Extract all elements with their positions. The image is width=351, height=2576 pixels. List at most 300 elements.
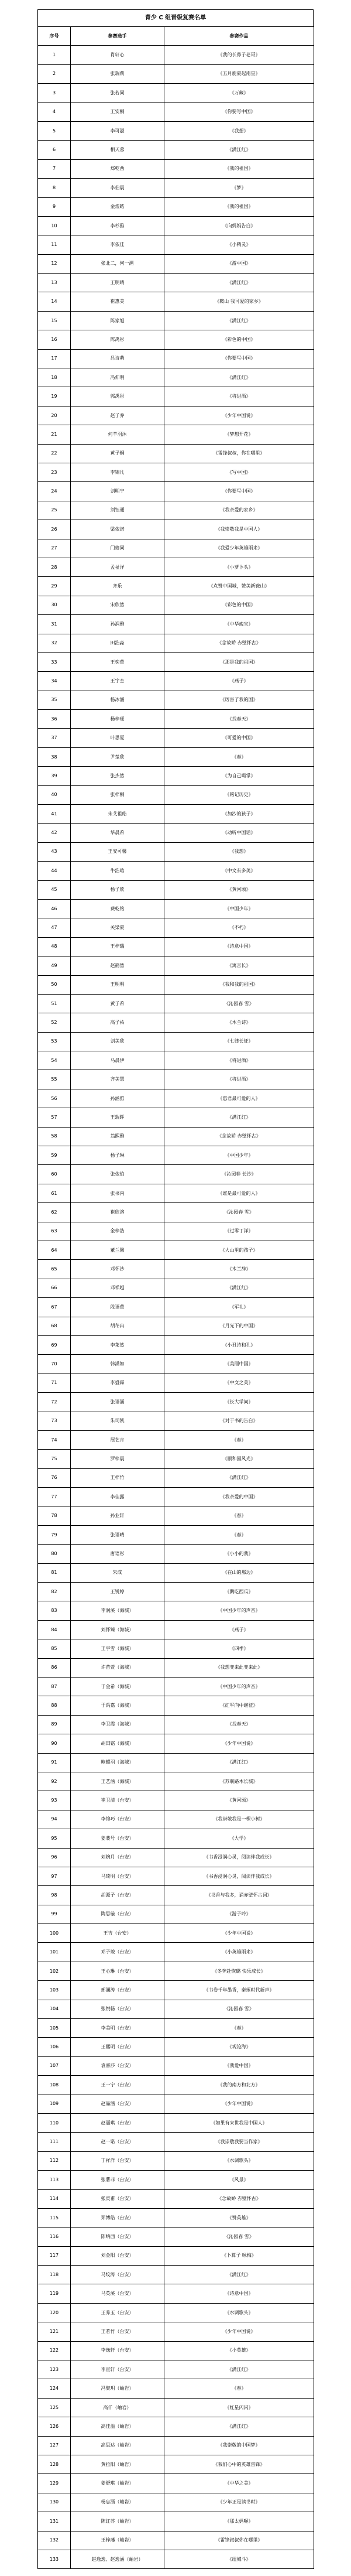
contestant-name: 王瑞晖: [71, 1108, 164, 1127]
table-row: [38, 1886, 314, 1905]
table-row: [38, 729, 314, 747]
contestant-name: 李润溪（海城）: [71, 1601, 164, 1620]
table-row: [38, 141, 314, 159]
contestant-name: 尹楚欣: [71, 747, 164, 766]
work-title: 《满江红》: [164, 1108, 314, 1127]
contestant-name: 鲍耀羽（海城）: [71, 1753, 164, 1772]
table-row: [38, 785, 314, 804]
table-row: [38, 539, 314, 558]
row-index: 66: [38, 1279, 71, 1297]
contestant-name: 姜舒琪（岫岩）: [71, 2474, 164, 2493]
contestant-name: 黄拉阳（岫岩）: [71, 2455, 164, 2474]
row-index: 43: [38, 842, 71, 861]
contestant-name: 崔欣溶: [71, 1203, 164, 1222]
row-index: 97: [38, 1867, 71, 1885]
row-index: 85: [38, 1639, 71, 1658]
row-index: 8: [38, 179, 71, 197]
row-index: 47: [38, 918, 71, 937]
work-title: 《满江红》: [164, 2417, 314, 2436]
table-row: [38, 2360, 314, 2379]
contestant-name: 刘婉月（台安）: [71, 1848, 164, 1867]
contestant-name: 孙润雅: [71, 615, 164, 634]
table-row: [38, 2151, 314, 2170]
table-row: [38, 1374, 314, 1392]
row-index: 125: [38, 2398, 71, 2417]
contestant-name: 刘明宁: [71, 482, 164, 501]
work-title: 《赞英雄》: [164, 2208, 314, 2227]
work-title: 《万藏》: [164, 84, 314, 103]
table-row: [38, 2266, 314, 2284]
table-row: [38, 842, 314, 861]
row-index: 127: [38, 2436, 71, 2455]
work-title: 《满江红》: [164, 2266, 314, 2284]
table-row: [38, 1981, 314, 2000]
row-index: 25: [38, 501, 71, 520]
work-title: 《那太妈喔》: [164, 2512, 314, 2531]
contestant-name: 孟祉洋: [71, 558, 164, 576]
table-row: [38, 64, 314, 83]
row-index: 83: [38, 1601, 71, 1620]
contestant-name: 李杉雅: [71, 216, 164, 235]
work-title: 《大学》: [164, 1829, 314, 1848]
work-title: 《春》: [164, 2379, 314, 2398]
work-title: 《木兰诗》: [164, 1013, 314, 1032]
row-index: 77: [38, 1488, 71, 1506]
header-work: 参赛作品: [164, 27, 314, 46]
row-index: 50: [38, 975, 71, 994]
table-row: [38, 899, 314, 918]
contestant-name: 唐语彤: [71, 1545, 164, 1563]
work-title: 《月光下的中国》: [164, 1317, 314, 1335]
table-row: [38, 84, 314, 103]
row-index: 124: [38, 2379, 71, 2398]
row-index: 87: [38, 1677, 71, 1696]
row-index: 78: [38, 1506, 71, 1525]
contestant-name: 宋欣然: [71, 596, 164, 614]
contestant-name: 门珈同: [71, 539, 164, 558]
work-title: 《水调歌头》: [164, 2151, 314, 2170]
contestant-name: 王宇杰: [71, 672, 164, 691]
work-title: 《木兰辞》: [164, 1260, 314, 1279]
row-index: 23: [38, 463, 71, 481]
contestant-name: 刘金阳（台安）: [71, 2246, 164, 2265]
work-title: 《找春天》: [164, 710, 314, 729]
table-row: [38, 2171, 314, 2189]
table-row: [38, 254, 314, 273]
table-row: [38, 2189, 314, 2208]
contestant-name: 李莱然: [71, 1335, 164, 1354]
row-index: 111: [38, 2133, 71, 2151]
work-title: 《过零丁洋》: [164, 1222, 314, 1241]
row-index: 94: [38, 1810, 71, 1829]
work-title: 《找春天》: [164, 1715, 314, 1734]
contestant-name: 刘怀臻（海城）: [71, 1620, 164, 1639]
contestant-name: 黄子桐: [71, 444, 164, 463]
work-title: 《书香浸润心灵，阅读伴我成长》: [164, 1848, 314, 1867]
work-title: 《我爱少年英雄雨来》: [164, 539, 314, 558]
table-row: [38, 1298, 314, 1317]
row-index: 63: [38, 1222, 71, 1241]
contestant-name: 杨子欣: [71, 880, 164, 899]
table-row: [38, 1260, 314, 1279]
contestant-name: 邓祥越: [71, 1279, 164, 1297]
row-index: 21: [38, 425, 71, 444]
row-index: 53: [38, 1032, 71, 1051]
work-title: 《小萝卜头》: [164, 558, 314, 576]
work-title: 《雷锋叔叔，你在哪里》: [164, 444, 314, 463]
contestant-name: 齐乐: [71, 577, 164, 596]
contestant-name: 于禹嘉（海城）: [71, 1696, 164, 1715]
work-title: 《铭记历史》: [164, 785, 314, 804]
table-row: [38, 1563, 314, 1582]
table-row: [38, 311, 314, 330]
work-title: 《中国少年》: [164, 1146, 314, 1165]
contestant-name: 齐美慧: [71, 1070, 164, 1089]
work-title: 《中国少年》: [164, 899, 314, 918]
work-title: 《加沙的孩子》: [164, 805, 314, 824]
work-title: 《军礼》: [164, 1298, 314, 1317]
row-index: 67: [38, 1298, 71, 1317]
contestant-name: 梁依诺: [71, 520, 164, 539]
row-index: 90: [38, 1734, 71, 1753]
contestant-name: 王熙明（台安）: [71, 2038, 164, 2056]
contestant-name: 王宇雪（海城）: [71, 1639, 164, 1658]
row-index: 56: [38, 1089, 71, 1108]
work-title: 《沁园春 雪》: [164, 1203, 314, 1222]
work-title: 《中华魂宝》: [164, 615, 314, 634]
row-index: 39: [38, 767, 71, 785]
header-row: [38, 27, 314, 46]
row-index: 74: [38, 1430, 71, 1449]
table-row: [38, 235, 314, 254]
row-index: 130: [38, 2493, 71, 2512]
contestant-name: 相天蓉: [71, 141, 164, 159]
row-index: 102: [38, 1962, 71, 1980]
table-row: [38, 2436, 314, 2455]
row-index: 126: [38, 2417, 71, 2436]
work-title: 《长大学问》: [164, 1393, 314, 1412]
contestant-name: 吕诗萌: [71, 349, 164, 368]
row-index: 68: [38, 1317, 71, 1335]
contestant-name: 张语晴: [71, 1525, 164, 1544]
table-row: [38, 1715, 314, 1734]
table-row: [38, 710, 314, 729]
contestant-name: 刘钰通: [71, 501, 164, 520]
row-index: 106: [38, 2038, 71, 2056]
row-index: 58: [38, 1127, 71, 1146]
table-row: [38, 652, 314, 671]
contestant-name: 冯仰明: [71, 368, 164, 387]
row-index: 109: [38, 2095, 71, 2113]
row-index: 71: [38, 1374, 71, 1392]
row-index: 57: [38, 1108, 71, 1127]
header-index: 序号: [38, 27, 71, 46]
work-title: 《小丑诗和孔》: [164, 1335, 314, 1354]
table-row: [38, 1279, 314, 1297]
work-title: 《鞍山 我可爱的家乡》: [164, 292, 314, 311]
work-title: 《小英雄》: [164, 2341, 314, 2360]
contestant-name: 肖轩心: [71, 46, 164, 64]
contestant-name: 高子祐: [71, 1013, 164, 1032]
work-title: 《可爱的中国》: [164, 729, 314, 747]
table-row: [38, 1753, 314, 1772]
work-title: 《少年中国说》: [164, 1734, 314, 1753]
table-row: [38, 1127, 314, 1146]
table-row: [38, 1639, 314, 1658]
contestant-name: 姜裴号（台安）: [71, 1829, 164, 1848]
table-row: [38, 1108, 314, 1127]
table-row: [38, 1089, 314, 1108]
row-index: 6: [38, 141, 71, 159]
contestant-name: 杨子琳: [71, 1146, 164, 1165]
row-index: 120: [38, 2303, 71, 2322]
roster-body: [38, 46, 314, 2569]
work-title: 《大山里的孩子》: [164, 1241, 314, 1260]
work-title: 《纽城斗》: [164, 2550, 314, 2568]
row-index: 101: [38, 1943, 71, 1962]
work-title: 《春》: [164, 2019, 314, 2038]
contestant-name: 朱成: [71, 1563, 164, 1582]
work-title: 《小精灵》: [164, 235, 314, 254]
row-index: 113: [38, 2171, 71, 2189]
contestant-name: 田浩淼: [71, 634, 164, 652]
row-index: 49: [38, 956, 71, 975]
contestant-name: 赵丽琪（台安）: [71, 2113, 164, 2132]
row-index: 16: [38, 330, 71, 349]
contestant-name: 杨梓瑶: [71, 710, 164, 729]
contestant-name: 王艺涵（海城）: [71, 1772, 164, 1791]
contestant-name: 李宣轩（台安）: [71, 2360, 164, 2379]
work-title: 《苏联路木长城》: [164, 1772, 314, 1791]
row-index: 24: [38, 482, 71, 501]
table-row: [38, 1962, 314, 1980]
contestant-name: 王梓竹: [71, 1468, 164, 1487]
table-row: [38, 520, 314, 539]
work-title: 《向妈妈告白》: [164, 216, 314, 235]
contestant-name: 赵一诺（台安）: [71, 2133, 164, 2151]
work-title: 《谁是最可爱的人》: [164, 1184, 314, 1202]
work-title: 《鹅吃西瓜》: [164, 1583, 314, 1601]
row-index: 131: [38, 2512, 71, 2531]
table-row: [38, 197, 314, 216]
row-index: 48: [38, 937, 71, 956]
work-title: 《满江红》: [164, 2360, 314, 2379]
table-row: [38, 691, 314, 709]
table-row: [38, 994, 314, 1013]
table-row: [38, 2019, 314, 2038]
contestant-name: 许苗萱（海城）: [71, 1658, 164, 1677]
work-title: 《中文有多美》: [164, 862, 314, 880]
contestant-name: 韩潇如: [71, 1355, 164, 1374]
work-title: 《中华之美》: [164, 2474, 314, 2493]
contestant-name: 黄子希: [71, 994, 164, 1013]
sheet-title: 青少 C 组晋级复赛名单: [37, 9, 314, 26]
table-row: [38, 880, 314, 899]
contestant-name: 高仟（岫岩）: [71, 2398, 164, 2417]
row-index: 29: [38, 577, 71, 596]
contestant-name: 马晨伊: [71, 1051, 164, 1070]
row-index: 123: [38, 2360, 71, 2379]
table-row: [38, 1545, 314, 1563]
row-index: 95: [38, 1829, 71, 1848]
work-title: 《美丽中国》: [164, 1355, 314, 1374]
row-index: 80: [38, 1545, 71, 1563]
row-index: 12: [38, 254, 71, 273]
table-row: [38, 1620, 314, 1639]
contestant-name: 张瑞莉: [71, 64, 164, 83]
contestant-name: 张薯菲（台安）: [71, 2171, 164, 2189]
contestant-name: 郑博皓（台安）: [71, 2208, 164, 2227]
table-row: [38, 2379, 314, 2398]
work-title: 《诗意中国》: [164, 937, 314, 956]
contestant-name: 王奕萱: [71, 652, 164, 671]
table-row: [38, 2227, 314, 2246]
work-title: 《惠君最可爱的人》: [164, 1089, 314, 1108]
table-row: [38, 2512, 314, 2531]
row-index: 3: [38, 84, 71, 103]
contestant-name: 朱艾祖皓: [71, 805, 164, 824]
work-title: 《小英雄雨来》: [164, 1943, 314, 1962]
table-row: [38, 975, 314, 994]
contestant-name: 孙涵雅: [71, 1089, 164, 1108]
table-row: [38, 501, 314, 520]
work-title: 《将进酒》: [164, 1070, 314, 1089]
contestant-name: 关梁豪: [71, 918, 164, 937]
contestant-name: 胡田铭（海城）: [71, 1734, 164, 1753]
table-row: [38, 387, 314, 406]
table-row: [38, 2322, 314, 2341]
contestant-name: 孙业轩: [71, 1506, 164, 1525]
table-row: [38, 1450, 314, 1468]
row-index: 133: [38, 2550, 71, 2568]
contestant-name: 冯聚玥（岫岩）: [71, 2379, 164, 2398]
table-row: [38, 349, 314, 368]
work-title: 《彩色的中国》: [164, 596, 314, 614]
work-title: 《满江红》: [164, 1279, 314, 1297]
row-index: 99: [38, 1905, 71, 1924]
row-index: 93: [38, 1791, 71, 1810]
work-title: 《春》: [164, 1525, 314, 1544]
contestant-name: 胡源子（台安）: [71, 1886, 164, 1905]
row-index: 72: [38, 1393, 71, 1412]
contestant-name: 王心琳（台安）: [71, 1962, 164, 1980]
work-title: 《少年正是读书时》: [164, 2493, 314, 2512]
contestant-name: 杨冰涵: [71, 691, 164, 709]
table-row: [38, 2455, 314, 2474]
contestant-name: 邓怀沙: [71, 1260, 164, 1279]
contestant-name: 李美明（台安）: [71, 2019, 164, 2038]
table-row: [38, 615, 314, 634]
work-title: 《游子吟》: [164, 1905, 314, 1924]
work-title: 《我的祖国》: [164, 159, 314, 178]
table-row: [38, 368, 314, 387]
row-index: 122: [38, 2341, 71, 2360]
contestant-name: 何羊羽沐: [71, 425, 164, 444]
table-row: [38, 956, 314, 975]
work-title: 《在山的那边》: [164, 1563, 314, 1582]
table-row: [38, 2113, 314, 2132]
table-row: [38, 862, 314, 880]
work-title: 《中文之美》: [164, 1374, 314, 1392]
table-row: [38, 1013, 314, 1032]
row-index: 55: [38, 1070, 71, 1089]
row-index: 115: [38, 2208, 71, 2227]
table-row: [38, 1583, 314, 1601]
work-title: 《沁园春 雪》: [164, 994, 314, 1013]
table-row: [38, 1734, 314, 1753]
row-index: 54: [38, 1051, 71, 1070]
contestant-name: 王一宁（台安）: [71, 2076, 164, 2095]
work-title: 《我想》: [164, 842, 314, 861]
table-row: [38, 2076, 314, 2095]
work-title: 《雷锋叔叔你在哪里》: [164, 2531, 314, 2550]
contestant-name: 陈纳西（台安）: [71, 2227, 164, 2246]
work-title: 《梦》: [164, 179, 314, 197]
table-row: [38, 1525, 314, 1544]
contestant-name: 赵逸逸、赵逸涵（岫岩）: [71, 2550, 164, 2568]
contestant-name: 王吉（台安）: [71, 1924, 164, 1943]
row-index: 104: [38, 2000, 71, 2018]
work-title: 《观沧海》: [164, 2038, 314, 2056]
table-row: [38, 2038, 314, 2056]
work-title: 《如果有来世我是中国人》: [164, 2113, 314, 2132]
row-index: 1: [38, 46, 71, 64]
table-row: [38, 558, 314, 576]
table-row: [38, 1772, 314, 1791]
table-row: [38, 1393, 314, 1412]
table-row: [38, 2284, 314, 2303]
work-title: 《满江红》: [164, 1468, 314, 1487]
table-row: [38, 1146, 314, 1165]
work-title: 《将进酒》: [164, 1051, 314, 1070]
work-title: 《写中国》: [164, 463, 314, 481]
work-title: 《四季》: [164, 1639, 314, 1658]
row-index: 60: [38, 1165, 71, 1184]
contestant-name: 张依伯: [71, 1165, 164, 1184]
row-index: 28: [38, 558, 71, 576]
table-row: [38, 1355, 314, 1374]
work-title: 《我想》: [164, 121, 314, 140]
table-row: [38, 2550, 314, 2568]
row-index: 26: [38, 520, 71, 539]
row-index: 5: [38, 121, 71, 140]
row-index: 7: [38, 159, 71, 178]
contestant-name: 杨忘涵（岫岩）: [71, 2493, 164, 2512]
contestant-name: 于金希（海城）: [71, 1677, 164, 1696]
work-title: 《我崇敬我是一棵小树》: [164, 1810, 314, 1829]
work-title: 《红星闪闪》: [164, 2398, 314, 2417]
work-title: 《我想变来此变来此》: [164, 1658, 314, 1677]
roster-sheet: [37, 9, 314, 2569]
row-index: 117: [38, 2246, 71, 2265]
contestant-name: 段语萱: [71, 1298, 164, 1317]
contestant-name: 王明明: [71, 975, 164, 994]
work-title: 《冬奔赴恢璐 快乐成长》: [164, 1962, 314, 1980]
table-row: [38, 2056, 314, 2075]
work-title: 《对于书的告白》: [164, 1412, 314, 1430]
row-index: 61: [38, 1184, 71, 1202]
row-index: 40: [38, 785, 71, 804]
table-row: [38, 918, 314, 937]
row-index: 91: [38, 1753, 71, 1772]
work-title: 《满江红》: [164, 1753, 314, 1772]
contestant-name: 郭禹彤: [71, 387, 164, 406]
work-title: 《那是我的祖国》: [164, 652, 314, 671]
table-row: [38, 425, 314, 444]
table-row: [38, 482, 314, 501]
row-index: 108: [38, 2076, 71, 2095]
contestant-name: 张庚甫（台安）: [71, 2189, 164, 2208]
